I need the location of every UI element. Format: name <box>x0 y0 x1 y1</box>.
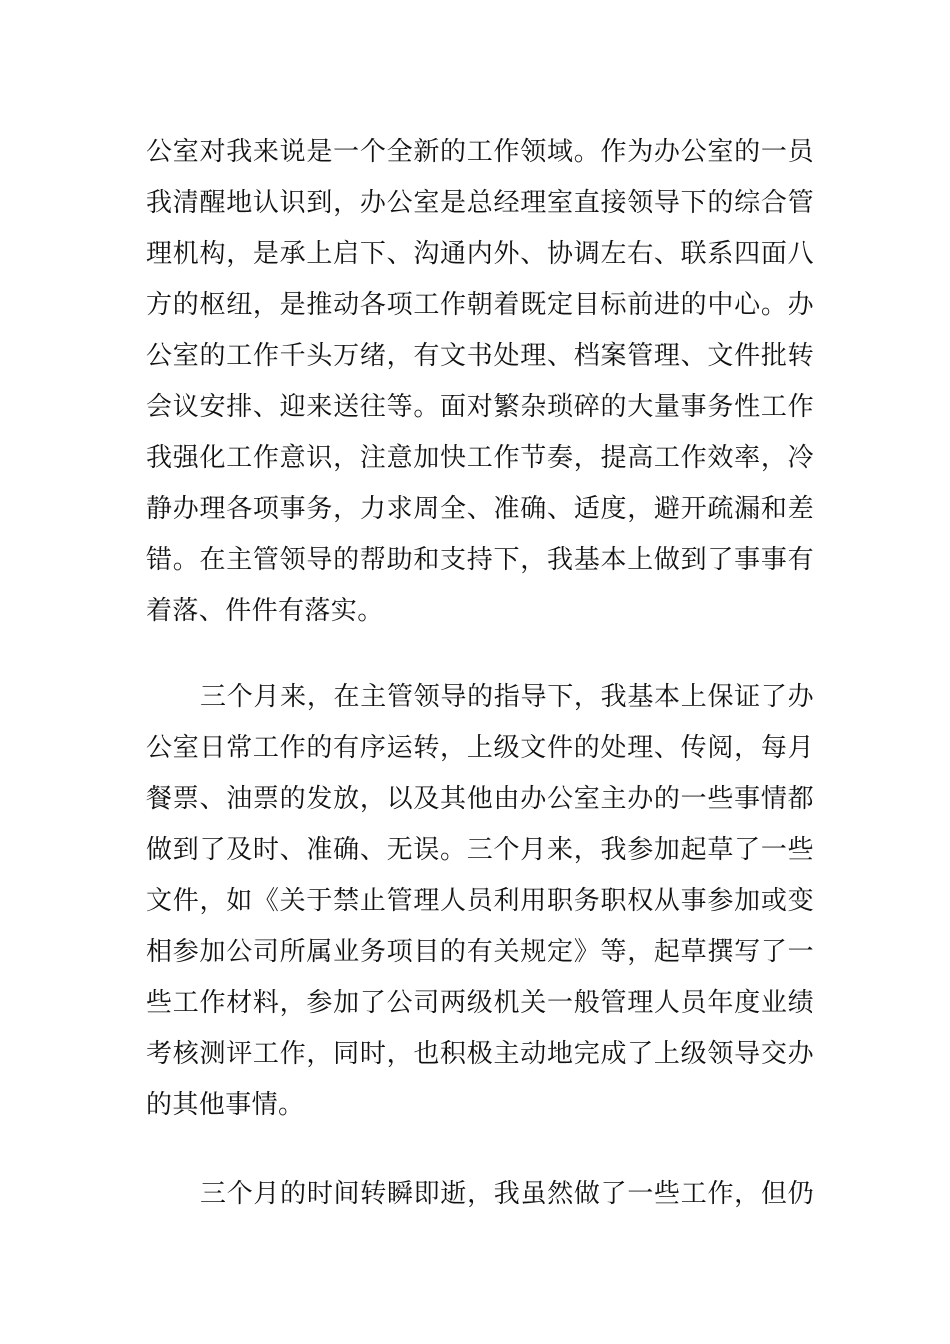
text-line: 文件，如《关于禁止管理人员利用职务职权从事参加或变 <box>146 886 814 916</box>
text-line: 做到了及时、准确、无误。三个月来，我参加起草了一些 <box>146 835 814 865</box>
text-line: 公室日常工作的有序运转，上级文件的处理、传阅，每月 <box>146 733 814 763</box>
text-line: 我清醒地认识到，办公室是总经理室直接领导下的综合管 <box>146 188 814 218</box>
text-line: 着落、件件有落实。 <box>146 596 384 626</box>
text-line: 公室的工作千头万绪，有文书处理、档案管理、文件批转 <box>146 341 814 371</box>
paragraph-reflection <box>146 1169 814 1220</box>
paragraph-three-months-work <box>146 672 814 1131</box>
text-line: 考核测评工作，同时，也积极主动地完成了上级领导交办 <box>146 1039 814 1069</box>
text-line: 理机构，是承上启下、沟通内外、协调左右、联系四面八 <box>146 239 814 269</box>
text-line: 公室对我来说是一个全新的工作领域。作为办公室的一员 <box>146 137 814 167</box>
text-line: 静办理各项事务，力求周全、准确、适度，避开疏漏和差 <box>146 494 814 524</box>
paragraph-office-role <box>146 127 814 637</box>
text-line: 方的枢纽，是推动各项工作朝着既定目标前进的中心。办 <box>146 290 814 320</box>
text-line: 三个月来，在主管领导的指导下，我基本上保证了办 <box>200 682 814 712</box>
text-line: 些工作材料，参加了公司两级机关一般管理人员年度业绩 <box>146 988 814 1018</box>
text-line: 我强化工作意识，注意加快工作节奏，提高工作效率，冷 <box>146 443 814 473</box>
text-line: 餐票、油票的发放，以及其他由办公室主办的一些事情都 <box>146 784 814 814</box>
text-line: 的其他事情。 <box>146 1090 305 1120</box>
text-line: 会议安排、迎来送往等。面对繁杂琐碎的大量事务性工作 <box>146 392 814 422</box>
text-line: 错。在主管领导的帮助和支持下，我基本上做到了事事有 <box>146 545 814 575</box>
text-line: 三个月的时间转瞬即逝，我虽然做了一些工作，但仍 <box>200 1179 814 1209</box>
text-line: 相参加公司所属业务项目的有关规定》等，起草撰写了一 <box>146 937 814 967</box>
